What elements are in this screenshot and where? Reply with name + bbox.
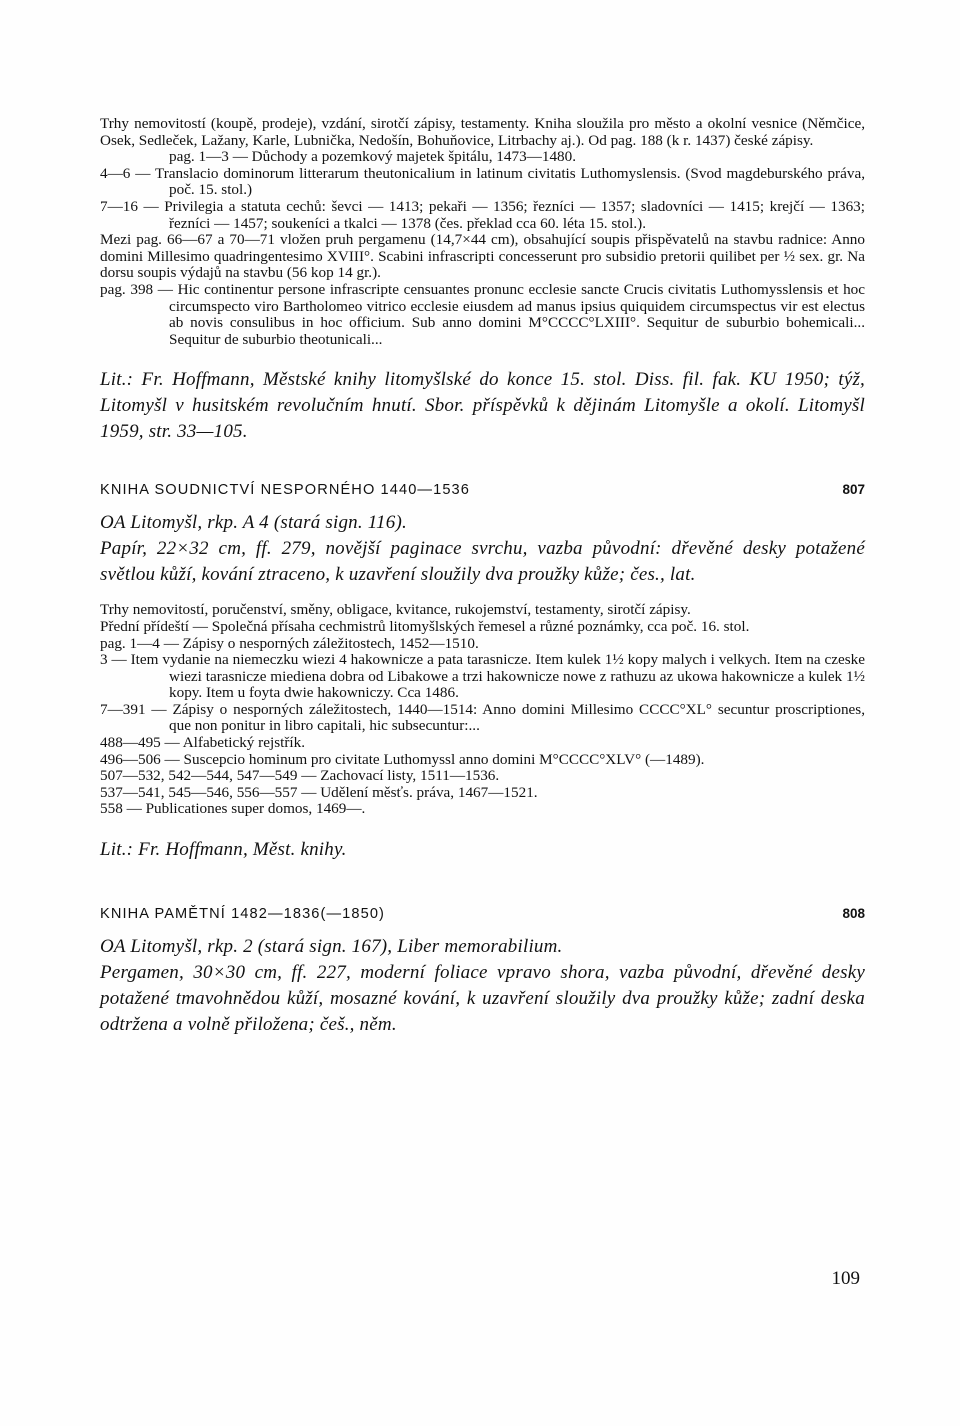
section-heading-807 bbox=[100, 482, 865, 498]
section-title: KNIHA SOUDNICTVÍ NESPORNÉHO 1440—1536 bbox=[100, 482, 470, 499]
section-number: 807 bbox=[842, 482, 865, 498]
previous-record-contents bbox=[100, 116, 865, 348]
record-entry: pag. 1—4 — Zápisy o nesporných záležitostech, 1452—1510. bbox=[100, 634, 479, 652]
section-heading-808 bbox=[100, 906, 865, 922]
record-entry: 7—391 — Zápisy o nesporných záležitostech, 1440—1514: Anno domini Millesimo CCCC°XL° secuntur proscriptiones, que non ponitur in libro capitali, hic subsecuntur:... bbox=[100, 700, 865, 735]
record-entry: Přední přídeští — Společná přísaha cechmistrů litomyšlských řemesel a různé poznámky, cca poč. 16. stol. bbox=[100, 617, 750, 635]
record-entry: 4—6 — Translacio dominorum litterarum theutonicalium in latinum civitatis Luthomyslensis. (Svod magdeburského práva, poč. 15. stol.) bbox=[100, 164, 865, 199]
archive-signature: OA Litomyšl, rkp. 2 (stará sign. 167), Liber memorabilium. bbox=[100, 936, 563, 958]
record-entry: 558 — Publicationes super domos, 1469—. bbox=[100, 800, 366, 818]
record-entry: 7—16 — Privilegia a statuta cechů: ševci — 1413; pekaři — 1356; řezníci — 1357; sladovníci — 1415; krejčí — 1363; řezníci — 1457; soukeníci a tkalci — 1378 (čes. překlad cca 60. léta 15. stol.). bbox=[100, 197, 865, 232]
page-body bbox=[100, 116, 865, 1038]
record-entry: pag. 1—3 — Důchody a pozemkový majetek špitálu, 1473—1480. bbox=[169, 148, 577, 166]
record-entry: 507—532, 542—544, 547—549 — Zachovací listy, 1511—1536. bbox=[100, 767, 500, 785]
record-entry: pag. 398 — Hic continentur persone infrascripte censuantes pronunc ecclesie sancte Crucis civitatis Luthomysslensis et hoc circumspecto viro Bartholomeo vitrico ecclesie eiusdem ad manus ipsius quiquidem circumspectus vir est electus ab novis consulibus in hoc officium. Sub anno domini M°CCCC°LXIII°. Sequitur de suburbio bohemicali... Sequitur de suburbio theotunicali... bbox=[100, 280, 865, 348]
record-intro: Trhy nemovitostí (koupě, prodeje), vzdání, sirotčí zápisy, testamenty. Kniha sloužila pro město a okolní vesnice (Němčice, Osek, Sedleček, Lažany, Karle, Lubnička, Nedošín, Bohuňovice, Litrbachy aj.). Od pag. 188 (k r. 1437) české zápisy. bbox=[100, 115, 865, 149]
section-number: 808 bbox=[842, 906, 865, 922]
record-contents-807 bbox=[100, 602, 865, 818]
record-entry: 488—495 — Alfabetický rejstřík. bbox=[100, 734, 305, 752]
page-number: 109 bbox=[831, 1268, 860, 1289]
literature-reference: Lit.: Fr. Hoffmann, Městské knihy litomyšlské do konce 15. stol. Diss. fil. fak. KU 1950; týž, Litomyšl v husitském revolučním hnutí. Sbor. příspěvků k dějinám Litomyšle a okolí. Litomyšl 1959, str. 33—105. bbox=[100, 369, 865, 443]
physical-description: Pergamen, 30×30 cm, ff. 227, moderní foliace vpravo shora, vazba původní, dřevěné desky potažené tmavohnědou kůží, mosazné kování, k uzavření sloužily dva proužky kůže; zadní deska odtržena a volně přiložena; češ., něm. bbox=[100, 962, 865, 1036]
section-title: KNIHA PAMĚTNÍ 1482—1836(—1850) bbox=[100, 906, 385, 923]
record-entry: 3 — Item vydanie na niemeczku wiezi 4 hakownicze a pata tarasnicze. Item kulek 1½ kopy malych i velkych. Item na czeske wiezi tarasnicze miediena dobra od Libakowe a trzi hakownicze nowe z rathuzu az ukowa hakownicze a kulek 1½ kopy. Item u foyta dwie hakowniczy. Cca 1486. bbox=[100, 651, 865, 702]
literature-reference: Lit.: Fr. Hoffmann, Měst. knihy. bbox=[100, 839, 347, 861]
record-entry: Mezi pag. 66—67 a 70—71 vložen pruh pergamenu (14,7×44 cm), obsahující soupis přispěvatelů na stavbu radnice: Anno domini Millesimo quadringentesimo XVIII°. Scabini infrascripti concesserunt pro subsidio pretorii quilibet per ½ sex. gr. Na dorsu soupis výdajů na stavbu (56 kop 14 gr.). bbox=[100, 231, 865, 282]
physical-description: Papír, 22×32 cm, ff. 279, novější paginace svrchu, vazba původní: dřevěné desky potažené světlou kůží, kování ztraceno, k uzavření sloužily dva proužky kůže; čeѕ., lat. bbox=[100, 538, 865, 586]
record-entry: 496—506 — Suscepcio hominum pro civitate Luthomyssl anno domini M°CCCC°XLV° (—1489). bbox=[100, 750, 705, 768]
record-intro: Trhy nemovitostí, poručenství, směny, obligace, kvitance, rukojemství, testamenty, sirotčí zápisy. bbox=[100, 601, 691, 619]
archive-signature: OA Litomyšl, rkp. A 4 (stará sign. 116). bbox=[100, 512, 407, 534]
record-entry: 537—541, 545—546, 556—557 — Udělení měsťs. práva, 1467—1521. bbox=[100, 783, 538, 801]
